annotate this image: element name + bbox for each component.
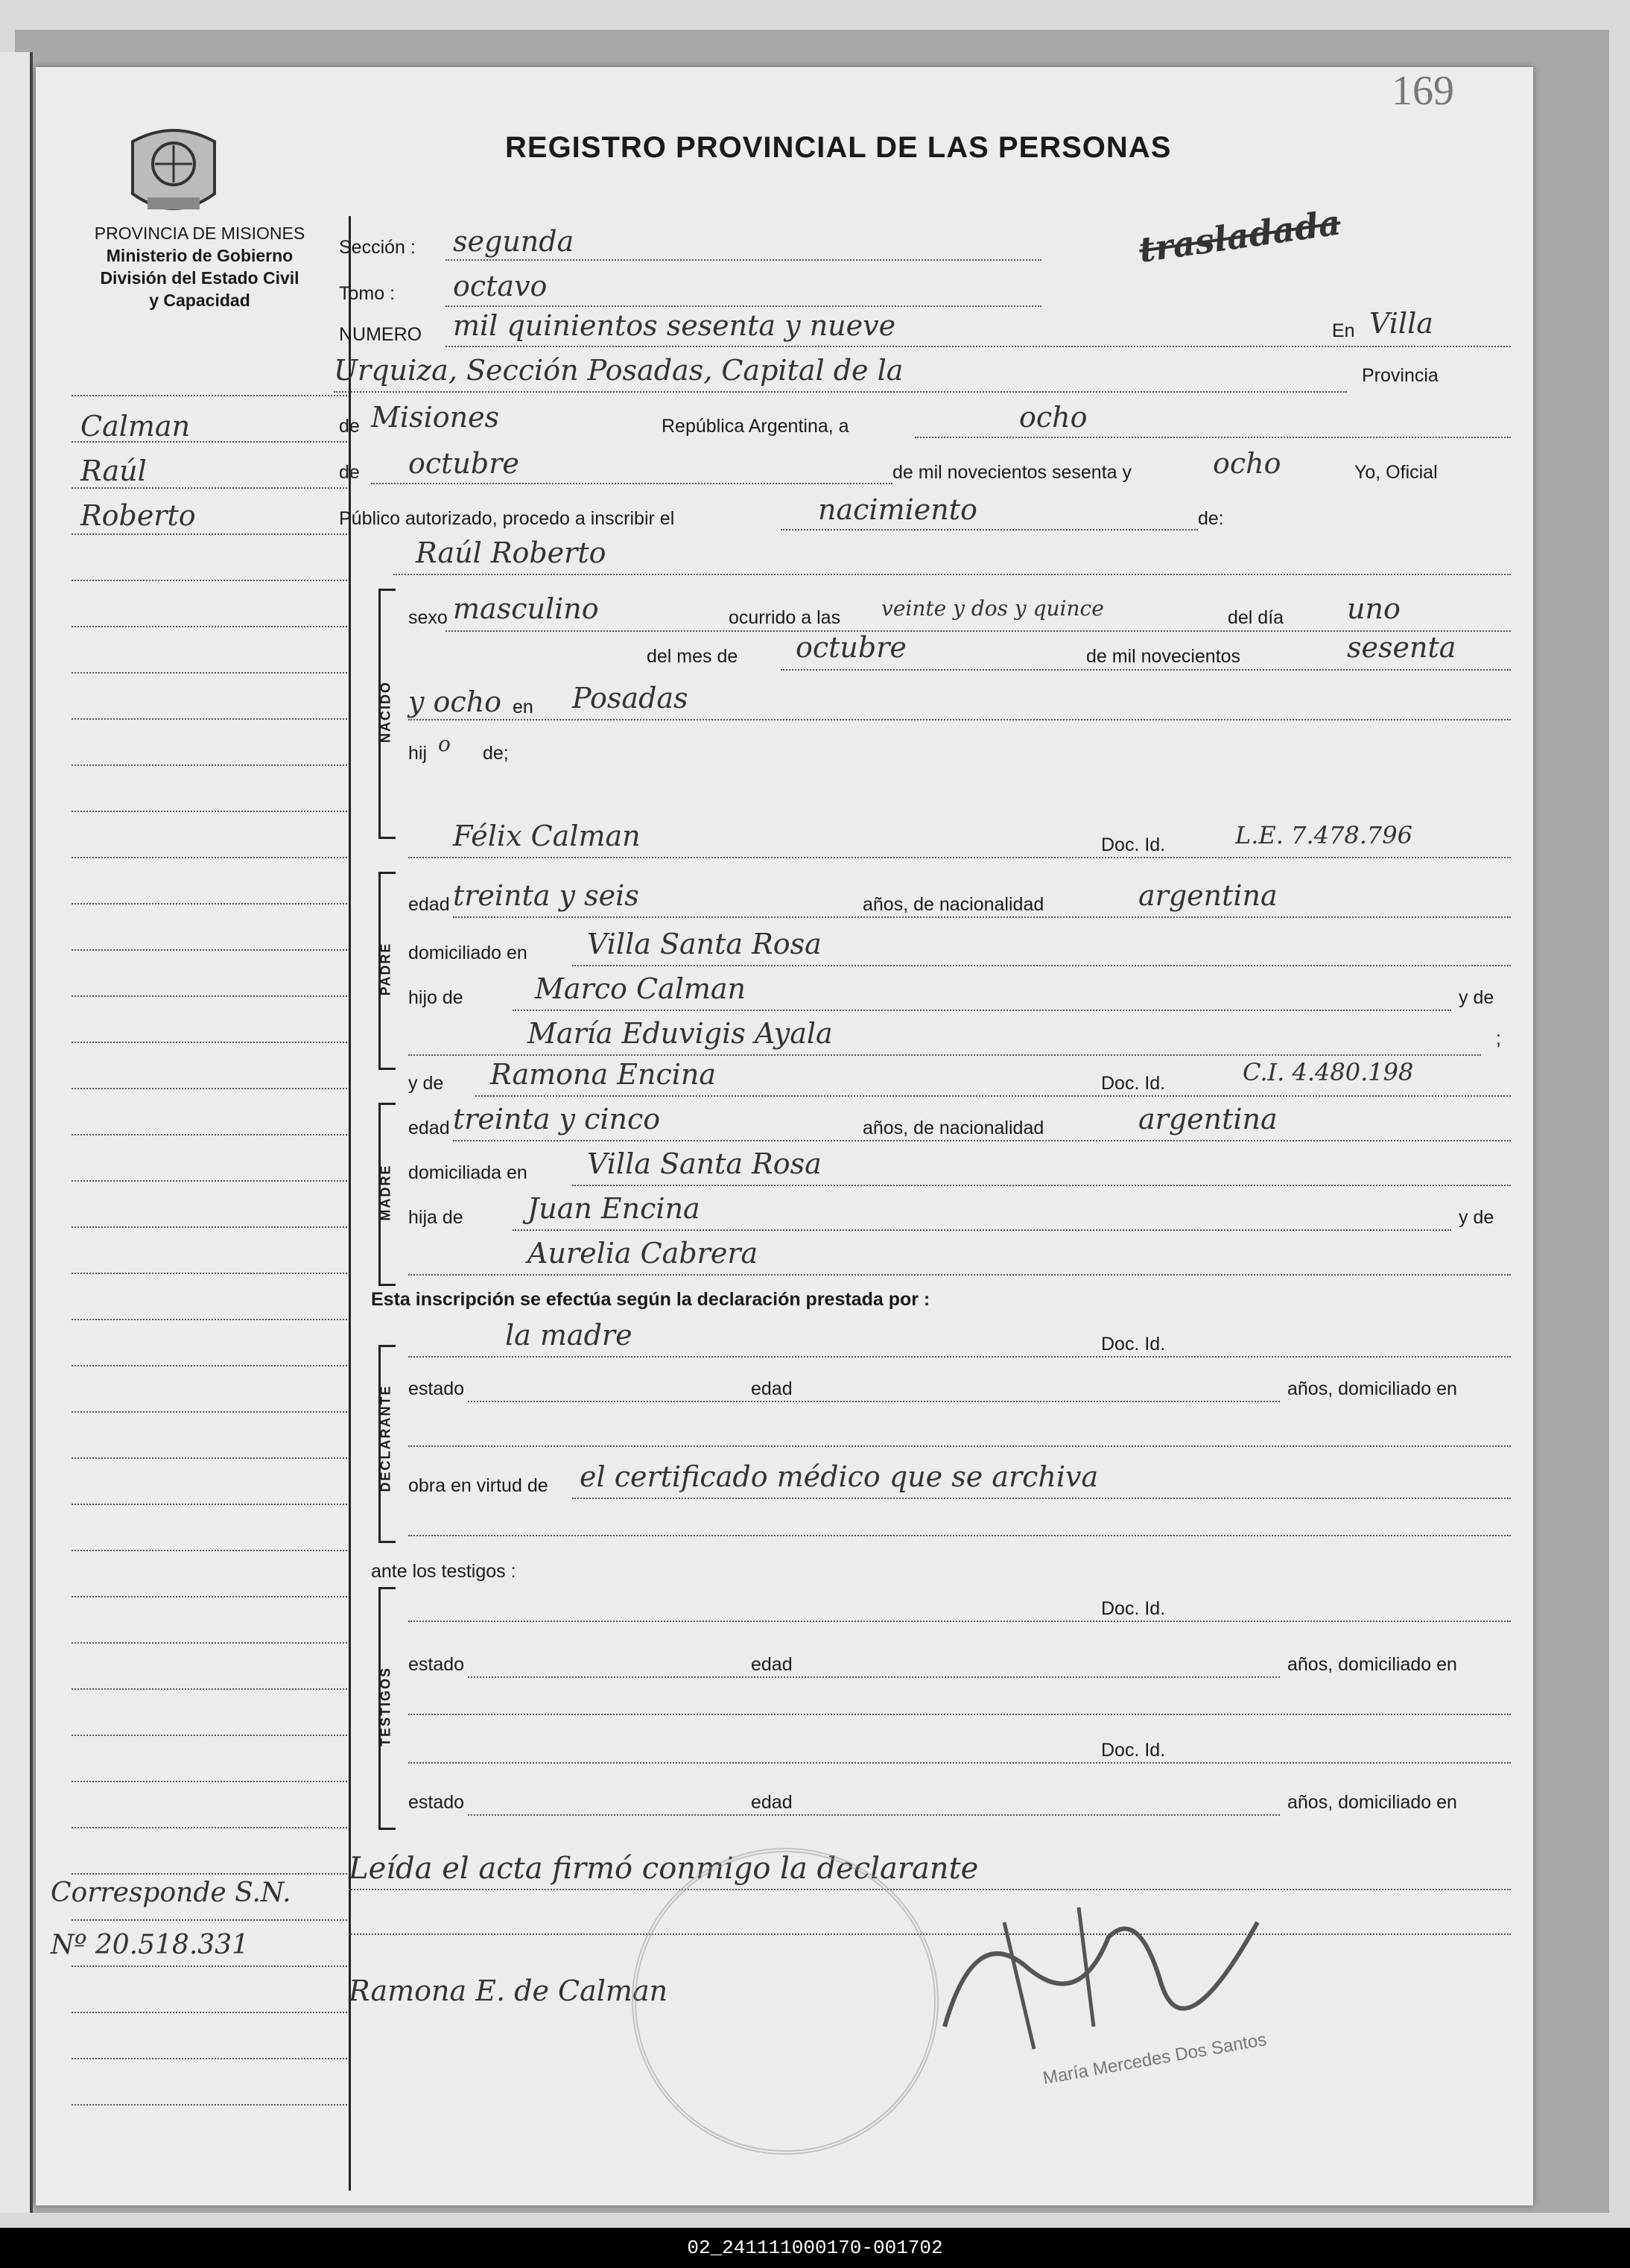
label-de: de xyxy=(339,416,360,437)
label-del-mes: del mes de xyxy=(647,646,738,667)
value-anio: ocho xyxy=(1213,447,1281,480)
value-padre-edad: treinta y seis xyxy=(453,879,639,912)
line-en xyxy=(408,719,1511,720)
value-madre-nombre: Ramona Encina xyxy=(490,1058,717,1091)
value-padre-madre: María Eduvigis Ayala xyxy=(527,1017,833,1050)
line-lugar xyxy=(334,391,1347,393)
value-madre-dom: Villa Santa Rosa xyxy=(587,1147,822,1180)
label-semicolon: ; xyxy=(1496,1028,1501,1049)
value-del-dia: uno xyxy=(1347,592,1401,625)
value-padre-nombre: Félix Calman xyxy=(453,820,641,852)
line-tomo xyxy=(445,305,1041,307)
label-testigo1-estado: estado xyxy=(408,1654,465,1675)
value-padre-dom: Villa Santa Rosa xyxy=(587,928,822,960)
value-madre-madre: Aurelia Cabrera xyxy=(527,1237,758,1270)
value-padre-nac: argentina xyxy=(1138,879,1278,912)
label-de-3: de; xyxy=(483,743,509,764)
value-acto: nacimiento xyxy=(818,493,977,526)
label-declarante-doc: Doc. Id. xyxy=(1101,1334,1166,1355)
label-en-2: en xyxy=(513,697,533,718)
value-madre-edad: treinta y cinco xyxy=(453,1103,661,1135)
label-sexo: sexo xyxy=(408,607,448,628)
page-title: REGISTRO PROVINCIAL DE LAS PERSONAS xyxy=(505,131,1172,164)
section-label-padre: PADRE xyxy=(378,942,393,996)
margin-middle-name: Roberto xyxy=(80,499,196,532)
label-padre-doc: Doc. Id. xyxy=(1101,834,1166,855)
line-declarante xyxy=(408,1356,1511,1358)
label-madre-dom: domiciliada en xyxy=(408,1162,527,1183)
label-esta-inscripcion: Esta inscripción se efectúa según la declaración prestada por : xyxy=(371,1289,930,1310)
line-testigo1-dom xyxy=(408,1714,1511,1715)
label-declarante-edad: edad xyxy=(751,1378,793,1399)
label-testigo2-doc: Doc. Id. xyxy=(1101,1740,1166,1761)
label-provincia: Provincia xyxy=(1362,365,1439,386)
line-madre-nombre xyxy=(475,1095,1511,1097)
image-caption: 02_241111000170-001702 xyxy=(0,2228,1630,2268)
label-tomo: Tomo : xyxy=(339,283,396,304)
label-padre-nac: años, de nacionalidad xyxy=(863,894,1044,915)
label-madre-y-de: y de xyxy=(408,1073,444,1094)
value-en: Villa xyxy=(1369,307,1433,340)
value-anio-nac: sesenta xyxy=(1347,631,1456,664)
margin-surname: Calman xyxy=(80,410,191,443)
line-madre-madre xyxy=(408,1274,1511,1276)
value-madre-hija-de: Juan Encina xyxy=(527,1192,700,1225)
label-de-colon: de: xyxy=(1198,508,1224,529)
label-madre-doc: Doc. Id. xyxy=(1101,1073,1166,1094)
label-obra: obra en virtud de xyxy=(408,1475,548,1496)
label-padre-hijo-de: hijo de xyxy=(408,987,463,1008)
label-declarante-anos-dom: años, domiciliado en xyxy=(1287,1378,1457,1399)
label-padre-y-de: y de xyxy=(1459,987,1494,1008)
value-nombre: Raúl Roberto xyxy=(416,536,606,569)
label-declarante-estado: estado xyxy=(408,1378,465,1399)
line-del-mes xyxy=(781,669,1511,671)
value-padre-hijo-de: Marco Calman xyxy=(535,972,746,1005)
section-label-testigos: TESTIGOS xyxy=(378,1667,393,1747)
label-madre-hija-de: hija de xyxy=(408,1207,463,1228)
label-ocurrido: ocurrido a las xyxy=(729,607,841,628)
line-acto xyxy=(781,529,1198,530)
section-label-madre: MADRE xyxy=(378,1164,393,1221)
line-padre-hijo-de xyxy=(513,1010,1451,1011)
line-seccion xyxy=(445,259,1041,261)
line-padre-nombre xyxy=(408,857,1511,858)
section-label-declarante: DECLARANTE xyxy=(378,1384,393,1492)
official-seal xyxy=(632,1848,939,2155)
value-provincia: Misiones xyxy=(371,401,500,434)
label-de-2: de xyxy=(339,462,360,483)
value-hijo-o: o xyxy=(438,732,451,756)
line-testigo2-estado xyxy=(468,1814,1280,1816)
value-anio-nac-2: y ocho xyxy=(408,685,502,718)
value-firma-declarante: Ramona E. de Calman xyxy=(349,1974,668,2007)
page-number: 169 xyxy=(1392,68,1454,114)
label-publico: Público autorizado, procedo a inscribir el xyxy=(339,508,675,529)
label-del-dia: del día xyxy=(1228,607,1284,628)
office-province: PROVINCIA DE MISIONES xyxy=(94,224,305,243)
label-yo-oficial: Yo, Oficial xyxy=(1354,462,1438,483)
line-mes xyxy=(371,483,892,484)
line-testigo2 xyxy=(408,1762,1511,1764)
value-del-mes: octubre xyxy=(796,631,907,664)
value-lugar: Urquiza, Sección Posadas, Capital de la xyxy=(334,354,904,387)
value-hora: veinte y dos y quince xyxy=(881,596,1104,621)
label-madre-y-de-2: y de xyxy=(1459,1207,1494,1228)
line-padre-madre xyxy=(408,1054,1481,1056)
value-declarante: la madre xyxy=(505,1319,632,1352)
facing-page-edge xyxy=(0,52,33,2213)
value-madre-doc: C.I. 4.480.198 xyxy=(1243,1058,1414,1086)
value-numero: mil quinientos sesenta y nueve xyxy=(453,309,896,342)
line-dia xyxy=(915,437,1511,438)
value-madre-nac: argentina xyxy=(1138,1103,1278,1135)
label-testigo1-doc: Doc. Id. xyxy=(1101,1598,1166,1619)
register-page xyxy=(36,67,1533,2205)
line-testigo1-estado xyxy=(468,1676,1280,1678)
label-padre-dom: domiciliado en xyxy=(408,943,527,963)
line-declarante-dom xyxy=(408,1445,1511,1447)
line-declarante-estado xyxy=(468,1401,1280,1402)
value-dia: ocho xyxy=(1019,401,1088,434)
value-cierre: Leída el acta firmó conmigo la declarante xyxy=(349,1852,979,1886)
label-padre-edad: edad xyxy=(408,894,450,915)
margin-first-name: Raúl xyxy=(80,454,147,487)
label-testigo2-edad: edad xyxy=(751,1792,793,1813)
label-de-mil: de mil novecientos xyxy=(1086,646,1241,667)
label-ante: ante los testigos : xyxy=(371,1561,516,1582)
line-madre-dom xyxy=(572,1185,1511,1186)
label-testigo2-anos-dom: años, domiciliado en xyxy=(1287,1792,1457,1813)
section-label-nacido: NACIDO xyxy=(378,681,393,743)
line-madre-hija-de xyxy=(513,1229,1451,1231)
office-division: División del Estado Civil xyxy=(100,268,299,288)
line-nombre xyxy=(393,574,1511,575)
value-tomo: octavo xyxy=(453,270,548,302)
office-capacity: y Capacidad xyxy=(149,291,250,310)
office-ministry: Ministerio de Gobierno xyxy=(106,246,294,265)
line-numero xyxy=(445,346,1511,347)
label-testigo1-anos-dom: años, domiciliado en xyxy=(1287,1654,1457,1675)
label-hij: hij xyxy=(408,743,428,764)
line-padre-edad xyxy=(453,916,1511,918)
value-padre-doc: L.E. 7.478.796 xyxy=(1235,821,1412,849)
line-padre-dom xyxy=(572,965,1511,966)
line-obra-2 xyxy=(408,1535,1511,1536)
value-seccion: segunda xyxy=(453,225,574,258)
line-madre-edad xyxy=(453,1140,1511,1141)
value-en-lugar: Posadas xyxy=(572,682,688,715)
label-en: En xyxy=(1332,320,1355,341)
value-annotation: trasladada xyxy=(1136,202,1343,270)
label-madre-nac: años, de nacionalidad xyxy=(863,1118,1044,1138)
label-madre-edad: edad xyxy=(408,1118,450,1138)
margin-correspond-2: Nº 20.518.331 xyxy=(51,1930,249,1960)
label-republica: República Argentina, a xyxy=(662,416,849,437)
label-testigo2-estado: estado xyxy=(408,1792,465,1813)
margin-correspond-1: Corresponde S.N. xyxy=(51,1878,291,1908)
line-testigo1 xyxy=(408,1621,1511,1622)
line-obra xyxy=(572,1498,1511,1499)
label-testigo1-edad: edad xyxy=(751,1654,793,1675)
value-sexo: masculino xyxy=(453,592,599,625)
officer-stamp: María Mercedes Dos Santos xyxy=(1041,2029,1269,2089)
value-obra: el certificado médico que se archiva xyxy=(580,1460,1099,1493)
value-mes: octubre xyxy=(408,447,519,480)
label-mil-nov: de mil novecientos sesenta y xyxy=(892,462,1132,483)
label-seccion: Sección : xyxy=(339,237,416,258)
label-numero: NUMERO xyxy=(339,324,422,345)
